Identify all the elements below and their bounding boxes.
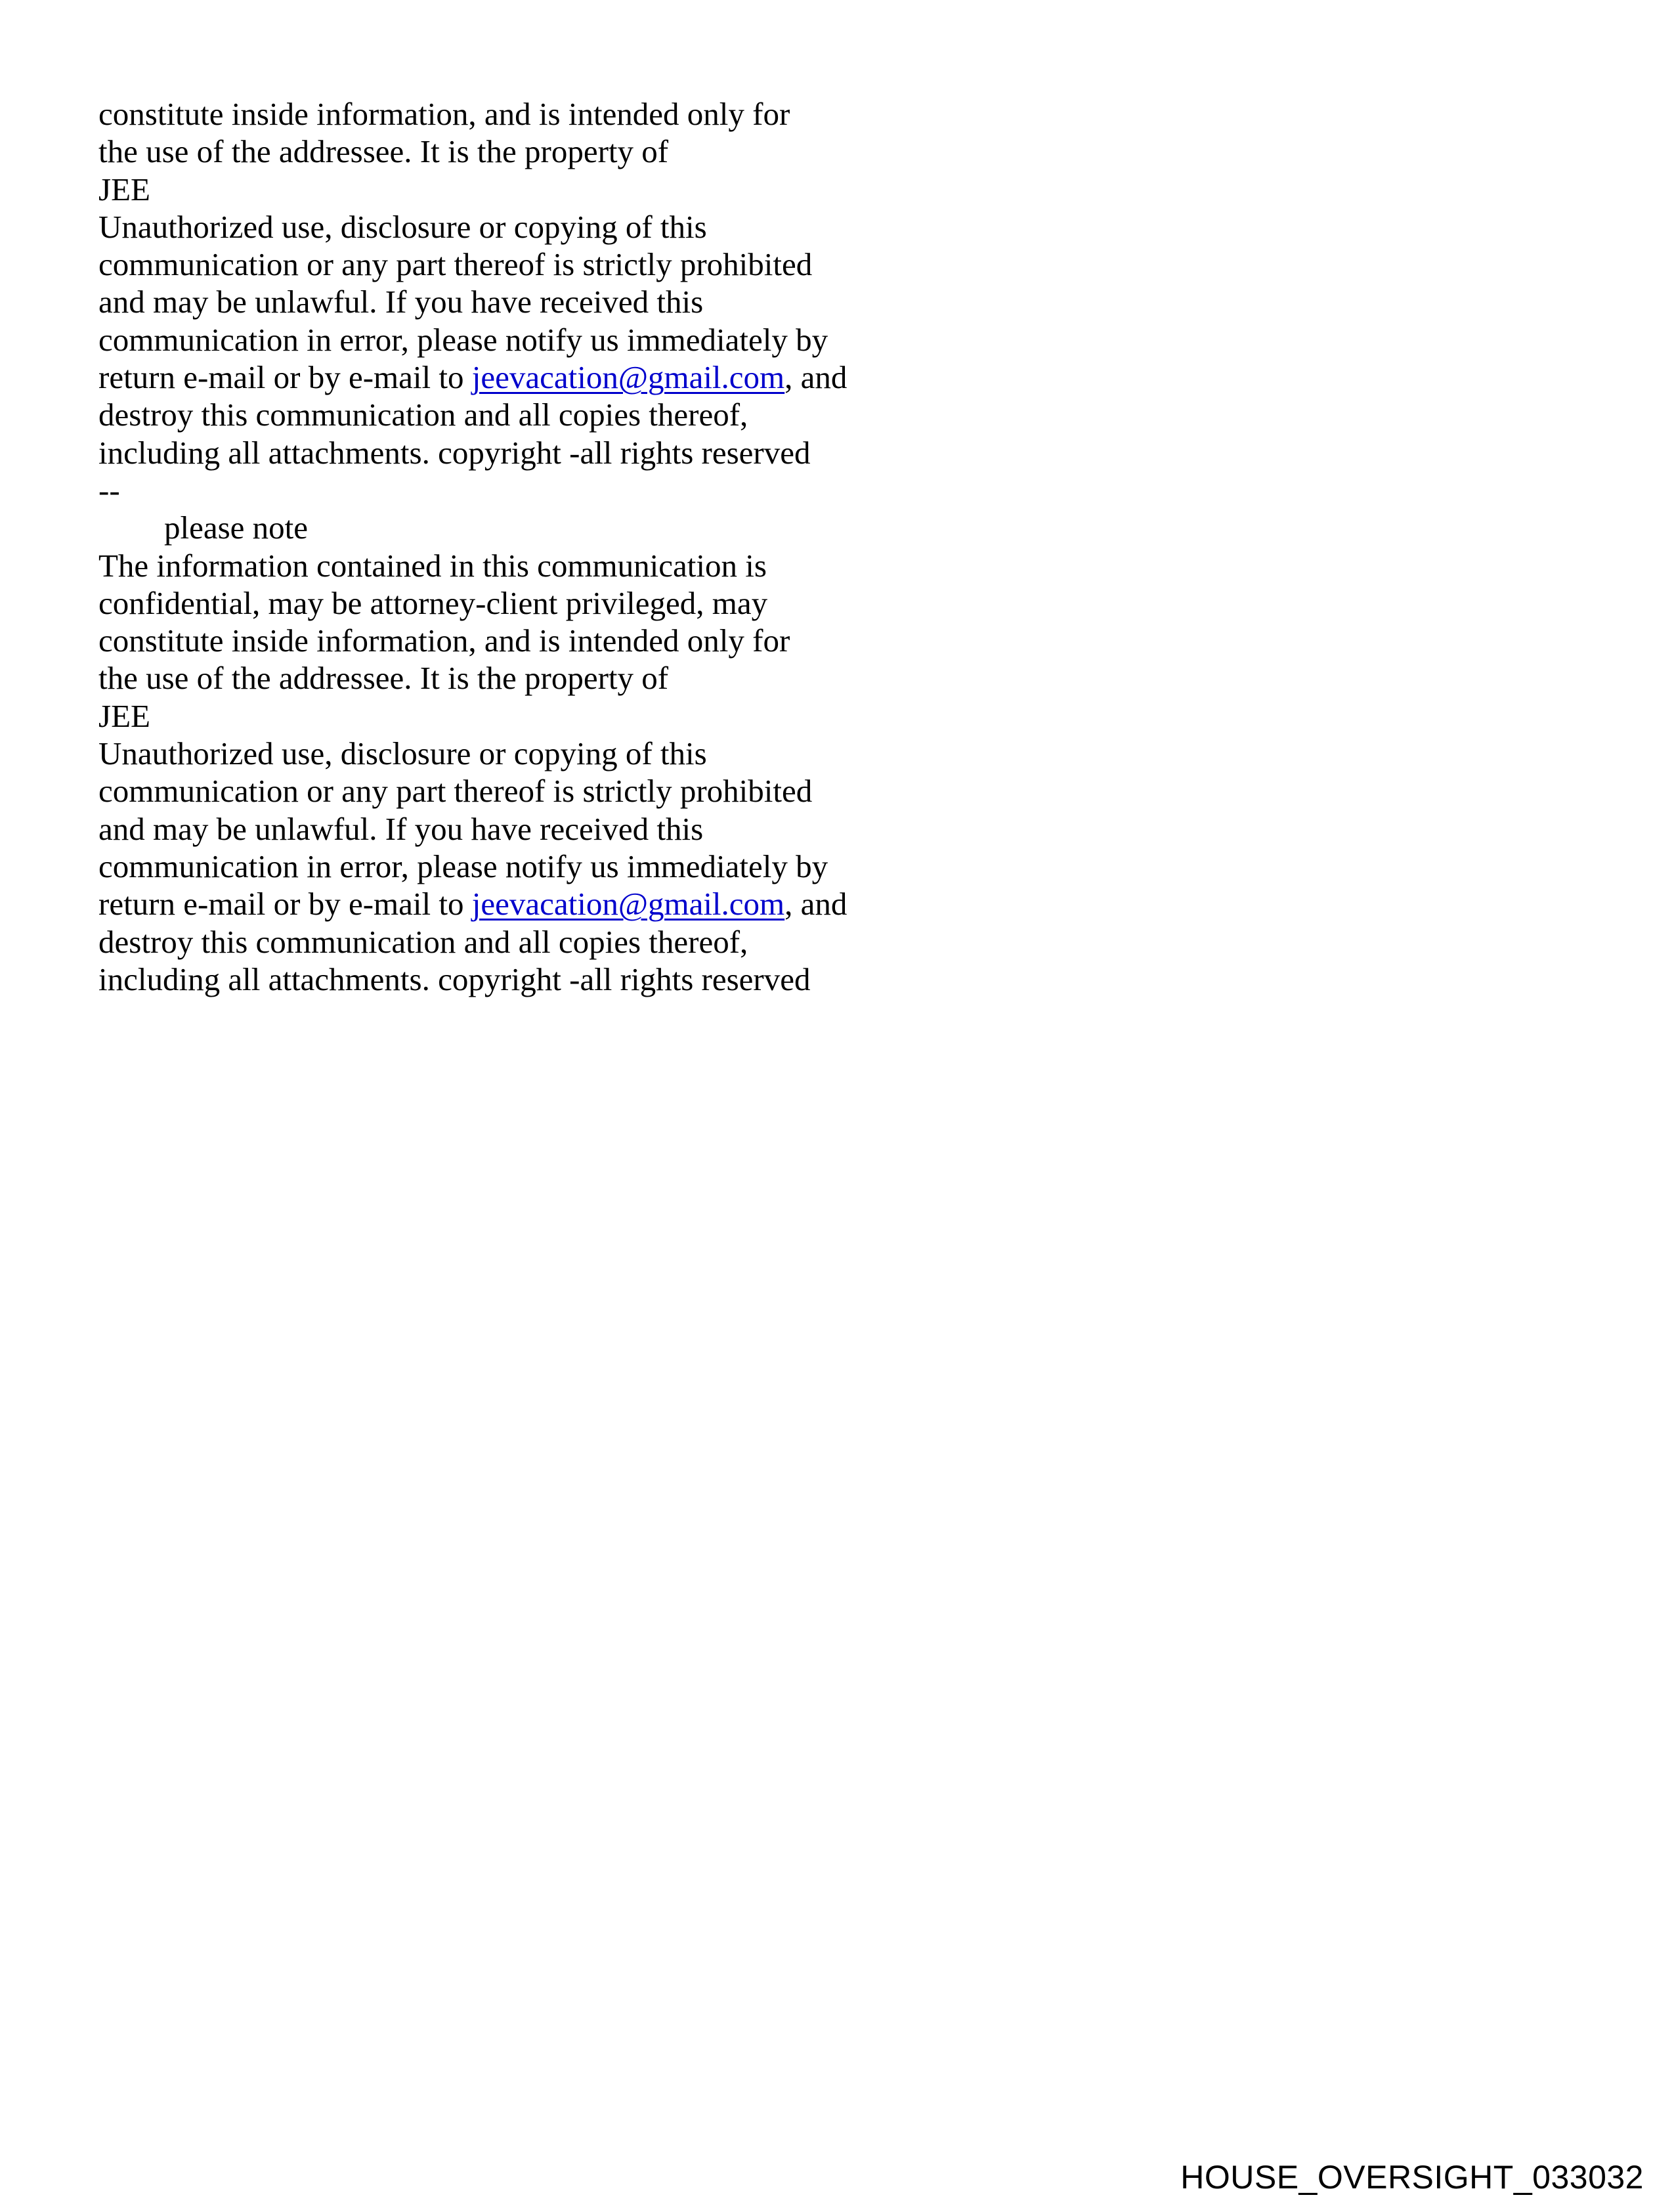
notice-1-owner: JEE (98, 171, 150, 207)
notice-2-line: confidential, may be attorney-client privileged, may (98, 584, 768, 621)
email-body (98, 95, 1050, 998)
notice-2-line: The information contained in this communication is (98, 547, 767, 584)
signature-separator: -- (98, 471, 120, 508)
notice-2-line: constitute inside information, and is intended only for (98, 622, 790, 659)
email-link[interactable]: jeevacation@gmail.com (471, 886, 785, 922)
notice-1-email-suffix: , and (784, 359, 848, 396)
notice-1-email-line (98, 358, 1050, 396)
notice-2-email-prefix: return e-mail or by e-mail to (98, 886, 472, 922)
notice-2-line: and may be unlawful. If you have received this (98, 810, 704, 847)
notice-1-line: the use of the addressee. It is the property of (98, 133, 669, 170)
notice-2-owner: JEE (98, 697, 150, 734)
notice-2-email-line (98, 885, 1050, 922)
notice-2-line: Unauthorized use, disclosure or copying of this (98, 735, 707, 772)
notice-1-line: including all attachments. copyright -all rights reserved (98, 434, 811, 471)
notice-2-line: communication or any part thereof is strictly prohibited (98, 773, 813, 810)
notice-2-line: destroy this communication and all copies thereof, (98, 923, 748, 960)
notice-2-line: the use of the addressee. It is the property of (98, 660, 669, 697)
bates-stamp: HOUSE_OVERSIGHT_033032 (1180, 2159, 1644, 2196)
notice-2-line: communication in error, please notify us immediately by (98, 848, 828, 884)
please-note-heading: please note (164, 510, 309, 546)
notice-1-line: constitute inside information, and is intended only for (98, 96, 790, 132)
notice-2-email-suffix: , and (784, 886, 848, 922)
notice-1-line: communication or any part thereof is strictly prohibited (98, 246, 813, 283)
notice-1-line: communication in error, please notify us immediately by (98, 321, 828, 358)
notice-1-line: destroy this communication and all copies thereof, (98, 397, 748, 433)
notice-1-line: and may be unlawful. If you have received this (98, 284, 704, 320)
notice-2-line: including all attachments. copyright -all rights reserved (98, 961, 811, 997)
notice-1-line: Unauthorized use, disclosure or copying of this (98, 208, 707, 245)
notice-1-email-prefix: return e-mail or by e-mail to (98, 359, 472, 396)
email-link[interactable]: jeevacation@gmail.com (471, 359, 785, 396)
